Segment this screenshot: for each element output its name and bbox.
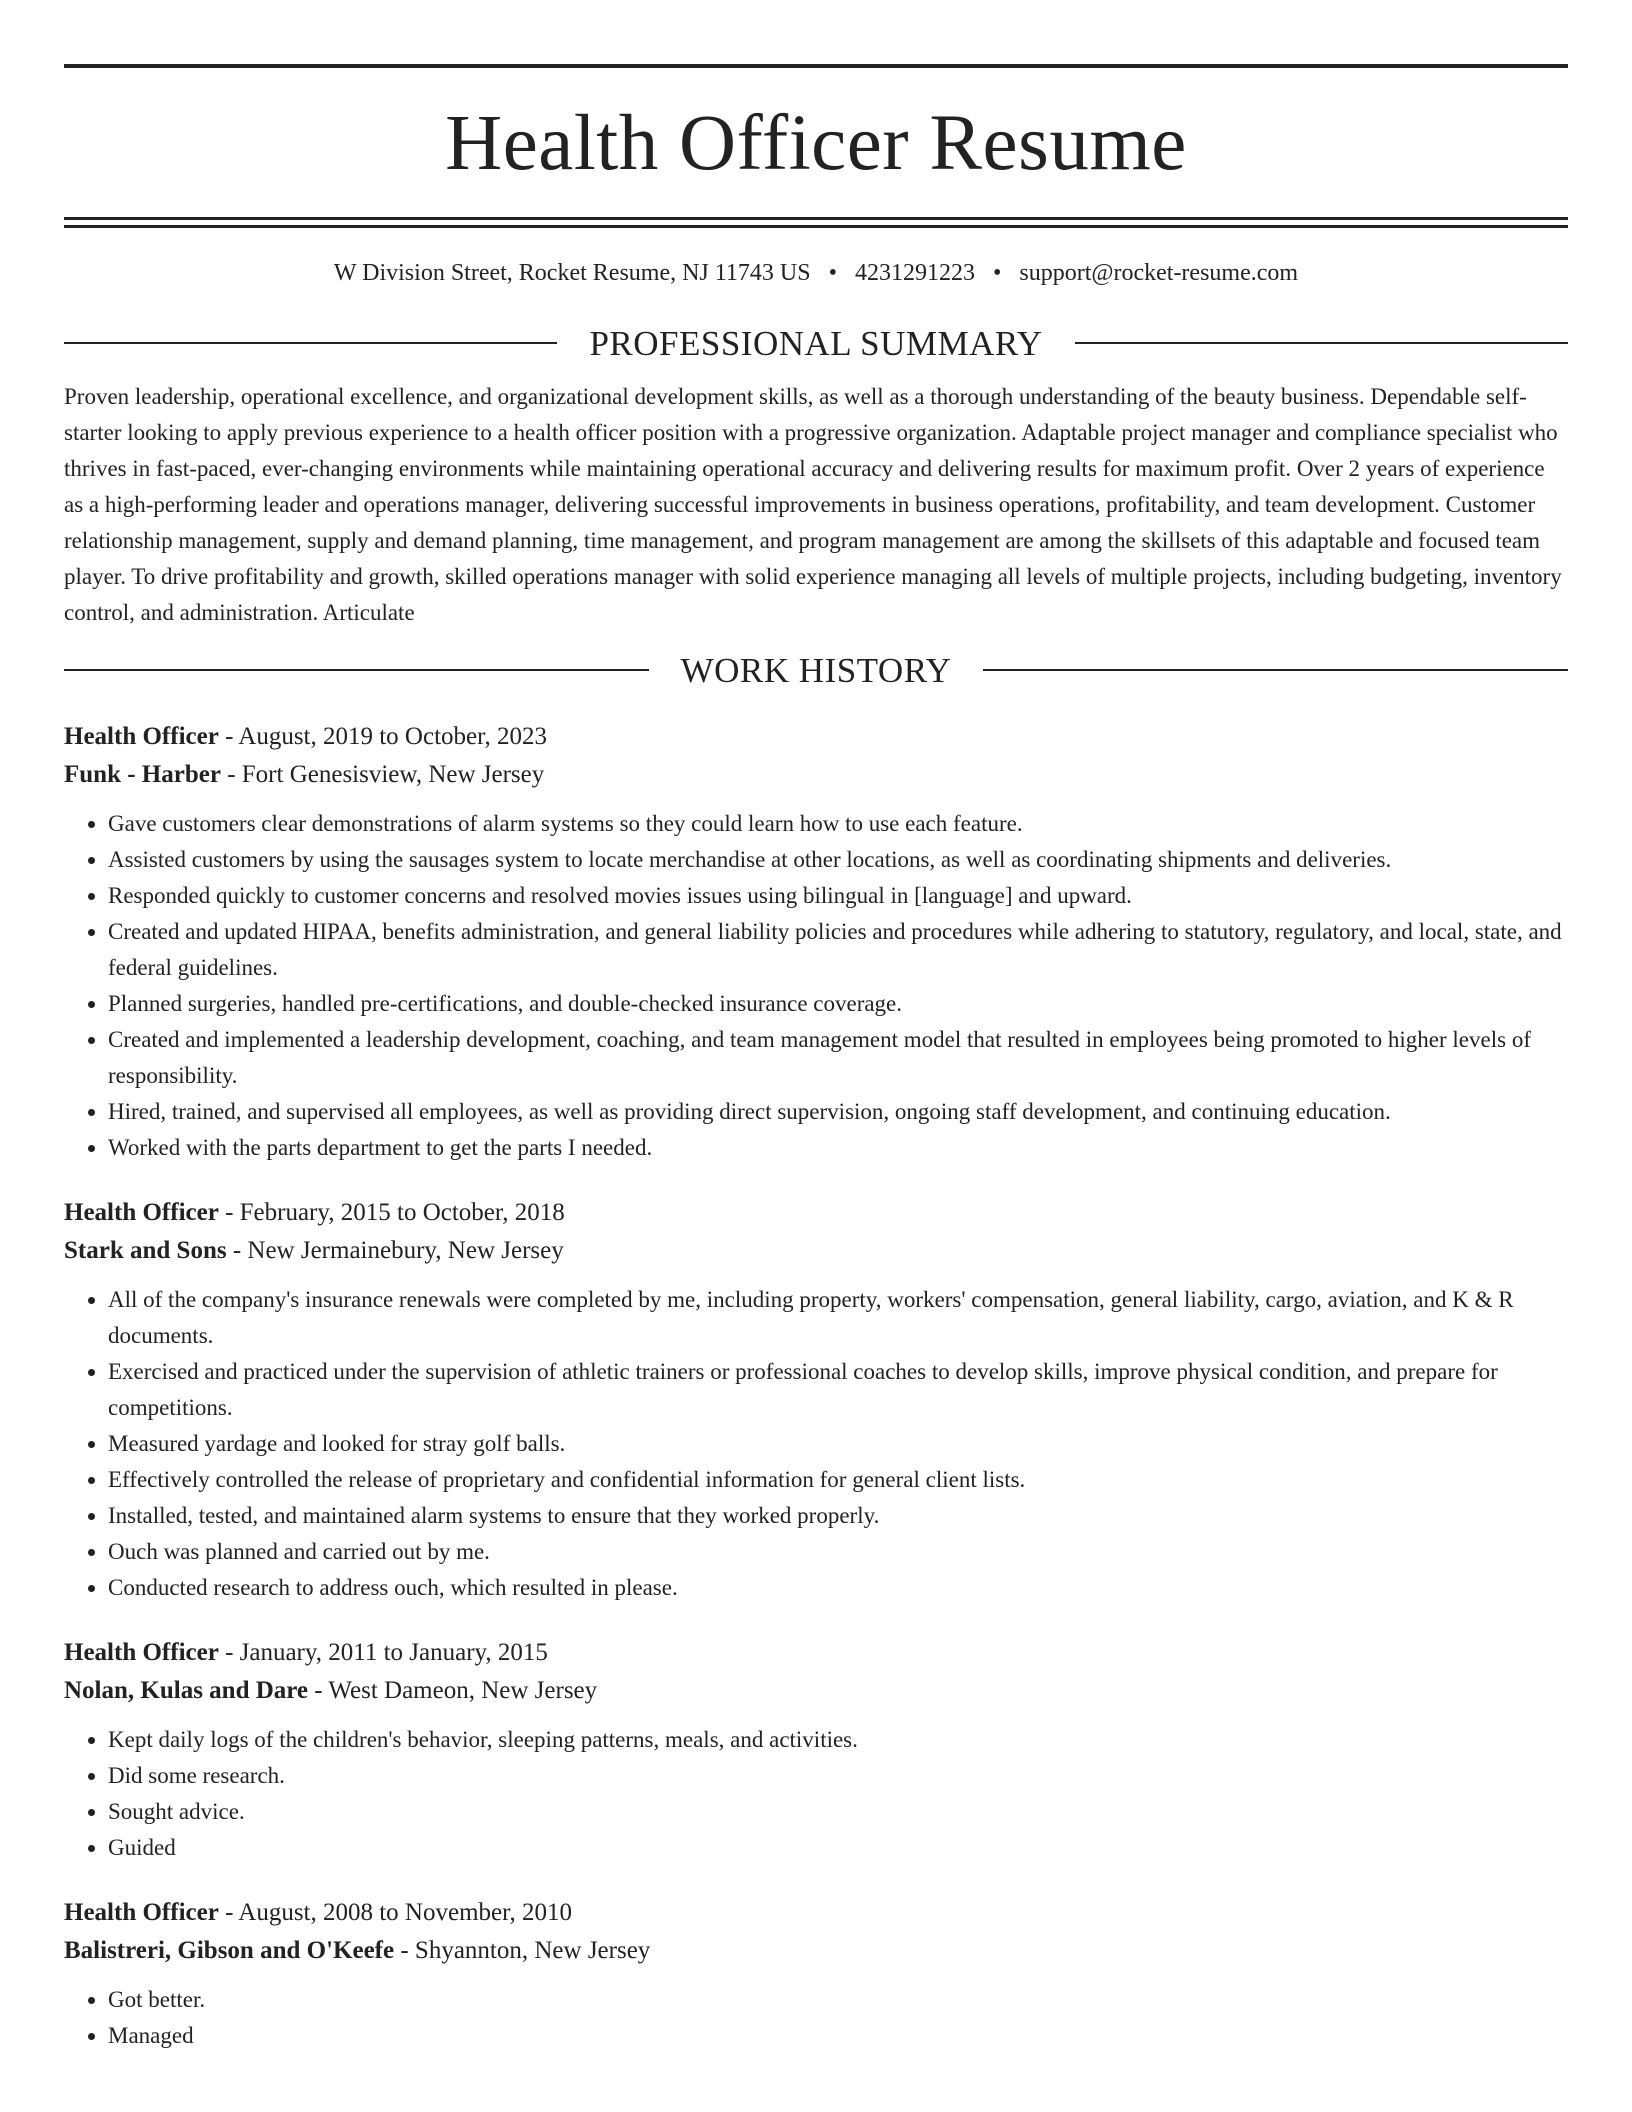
job-title: Health Officer xyxy=(64,1198,219,1226)
job-location: - Shyannton, New Jersey xyxy=(394,1936,651,1964)
job-bullet: • Effectively controlled the release of proprietary and confidential information for general client lists. xyxy=(108,1462,1568,1498)
job-bullet-list xyxy=(64,806,1568,1166)
job-bullet: • Conducted research to address ouch, which resulted in please. xyxy=(108,1570,1568,1606)
contact-address: W Division Street, Rocket Resume, NJ 11743 US xyxy=(333,260,811,286)
job-bullet: • Assisted customers by using the sausages system to locate merchandise at other locations, as well as coordinating shipments and deliveries. xyxy=(108,842,1568,878)
job-bullet: • Got better. xyxy=(108,1982,1568,2018)
job-bullet: • Measured yardage and looked for stray golf balls. xyxy=(108,1426,1568,1462)
job-entry xyxy=(64,718,1568,1166)
job-company-line xyxy=(64,1232,1568,1270)
job-dates: - August, 2019 to October, 2023 xyxy=(218,722,547,750)
job-bullet-list xyxy=(64,1982,1568,2054)
job-bullet-list xyxy=(64,1282,1568,1606)
title-double-rule xyxy=(64,217,1568,228)
job-title-line xyxy=(64,1894,1568,1932)
job-company-line xyxy=(64,1672,1568,1710)
contact-separator: • xyxy=(828,260,837,286)
job-dates: - August, 2008 to November, 2010 xyxy=(218,1898,572,1926)
job-company: Balistreri, Gibson and O'Keefe xyxy=(64,1936,395,1964)
job-company: Stark and Sons xyxy=(64,1236,227,1264)
top-rule xyxy=(64,64,1568,68)
contact-separator: • xyxy=(992,260,1002,286)
job-title: Health Officer xyxy=(64,1898,219,1926)
contact-line xyxy=(64,259,1568,288)
summary-section-heading xyxy=(64,323,1568,363)
job-bullet: • Created and updated HIPAA, benefits administration, and general liability policies and procedures while adhering to statutory, regulatory, and local, state, and federal guidelines. xyxy=(108,914,1568,986)
job-bullet: • Ouch was planned and carried out by me. xyxy=(108,1534,1568,1570)
job-bullet: • Sought advice. xyxy=(108,1794,1568,1830)
contact-email: support@rocket-resume.com xyxy=(1019,260,1299,286)
heading-rule-right xyxy=(1075,342,1568,344)
job-bullet: • Kept daily logs of the children's behavior, sleeping patterns, meals, and activities. xyxy=(108,1722,1568,1758)
work-history-list xyxy=(64,718,1568,2054)
heading-rule-left xyxy=(64,342,557,344)
job-bullet: • Worked with the parts department to get the parts I needed. xyxy=(108,1130,1568,1166)
job-bullet: • Did some research. xyxy=(108,1758,1568,1794)
job-bullet: • Guided xyxy=(108,1830,1568,1866)
summary-text: Proven leadership, operational excellence, and organizational development skills, as well as a thorough understanding of the beauty business. Dependable self-starter looking to apply previous experience to a health officer position with a progressive organization. Adaptable project manager and compliance specialist who thrives in fast-paced, ever-changing environments while maintaining operational accuracy and delivering results for maximum profit. Over 2 years of experience as a high-performing leader and operations manager, delivering successful improvements in business operations, profitability, and team development. Customer relationship management, supply and demand planning, time management, and program management are among the skillsets of this adaptable and focused team player. To drive profitability and growth, skilled operations manager with solid experience managing all levels of multiple projects, including budgeting, inventory control, and administration. Articulate xyxy=(64,383,1562,625)
heading-rule-left xyxy=(64,669,649,671)
job-title: Health Officer xyxy=(64,722,219,750)
job-dates: - January, 2011 to January, 2015 xyxy=(218,1638,548,1666)
job-bullet-list xyxy=(64,1722,1568,1866)
job-bullet: • Exercised and practiced under the supervision of athletic trainers or professional coaches to develop skills, improve physical condition, and prepare for competitions. xyxy=(108,1354,1568,1426)
contact-phone: 4231291223 xyxy=(854,260,975,286)
heading-rule-right xyxy=(983,669,1568,671)
job-bullet: • Created and implemented a leadership development, coaching, and team management model that resulted in employees being promoted to higher levels of responsibility. xyxy=(108,1022,1568,1094)
job-bullet: • Hired, trained, and supervised all employees, as well as providing direct supervision, ongoing staff development, and continuing education. xyxy=(108,1094,1568,1130)
work-section-heading xyxy=(64,650,1568,690)
job-title-line xyxy=(64,1634,1568,1672)
job-company-line xyxy=(64,1932,1568,1970)
job-location: - West Dameon, New Jersey xyxy=(308,1676,598,1704)
job-bullet: • Gave customers clear demonstrations of alarm systems so they could learn how to use each feature. xyxy=(108,806,1568,842)
job-bullet: • Installed, tested, and maintained alarm systems to ensure that they worked properly. xyxy=(108,1498,1568,1534)
job-title: Health Officer xyxy=(64,1638,219,1666)
job-bullet: • Responded quickly to customer concerns and resolved movies issues using bilingual in [language] and upward. xyxy=(108,878,1568,914)
job-entry xyxy=(64,1894,1568,2054)
job-company: Funk - Harber xyxy=(64,760,221,788)
work-heading-label: WORK HISTORY xyxy=(680,650,952,690)
job-entry xyxy=(64,1634,1568,1866)
job-bullet: • All of the company's insurance renewals were completed by me, including property, workers' compensation, general liability, cargo, aviation, and K & R documents. xyxy=(108,1282,1568,1354)
job-bullet: • Managed xyxy=(108,2018,1568,2054)
job-company: Nolan, Kulas and Dare xyxy=(64,1676,309,1704)
job-dates: - February, 2015 to October, 2018 xyxy=(218,1198,565,1226)
job-company-line xyxy=(64,756,1568,794)
job-title-line xyxy=(64,718,1568,756)
job-bullet: • Planned surgeries, handled pre-certifications, and double-checked insurance coverage. xyxy=(108,986,1568,1022)
page-title: Health Officer Resume xyxy=(445,100,1187,187)
job-location: - New Jermainebury, New Jersey xyxy=(226,1236,564,1264)
summary-heading-label: PROFESSIONAL SUMMARY xyxy=(589,323,1043,363)
job-entry xyxy=(64,1194,1568,1606)
job-location: - Fort Genesisview, New Jersey xyxy=(220,760,545,788)
job-title-line xyxy=(64,1194,1568,1232)
